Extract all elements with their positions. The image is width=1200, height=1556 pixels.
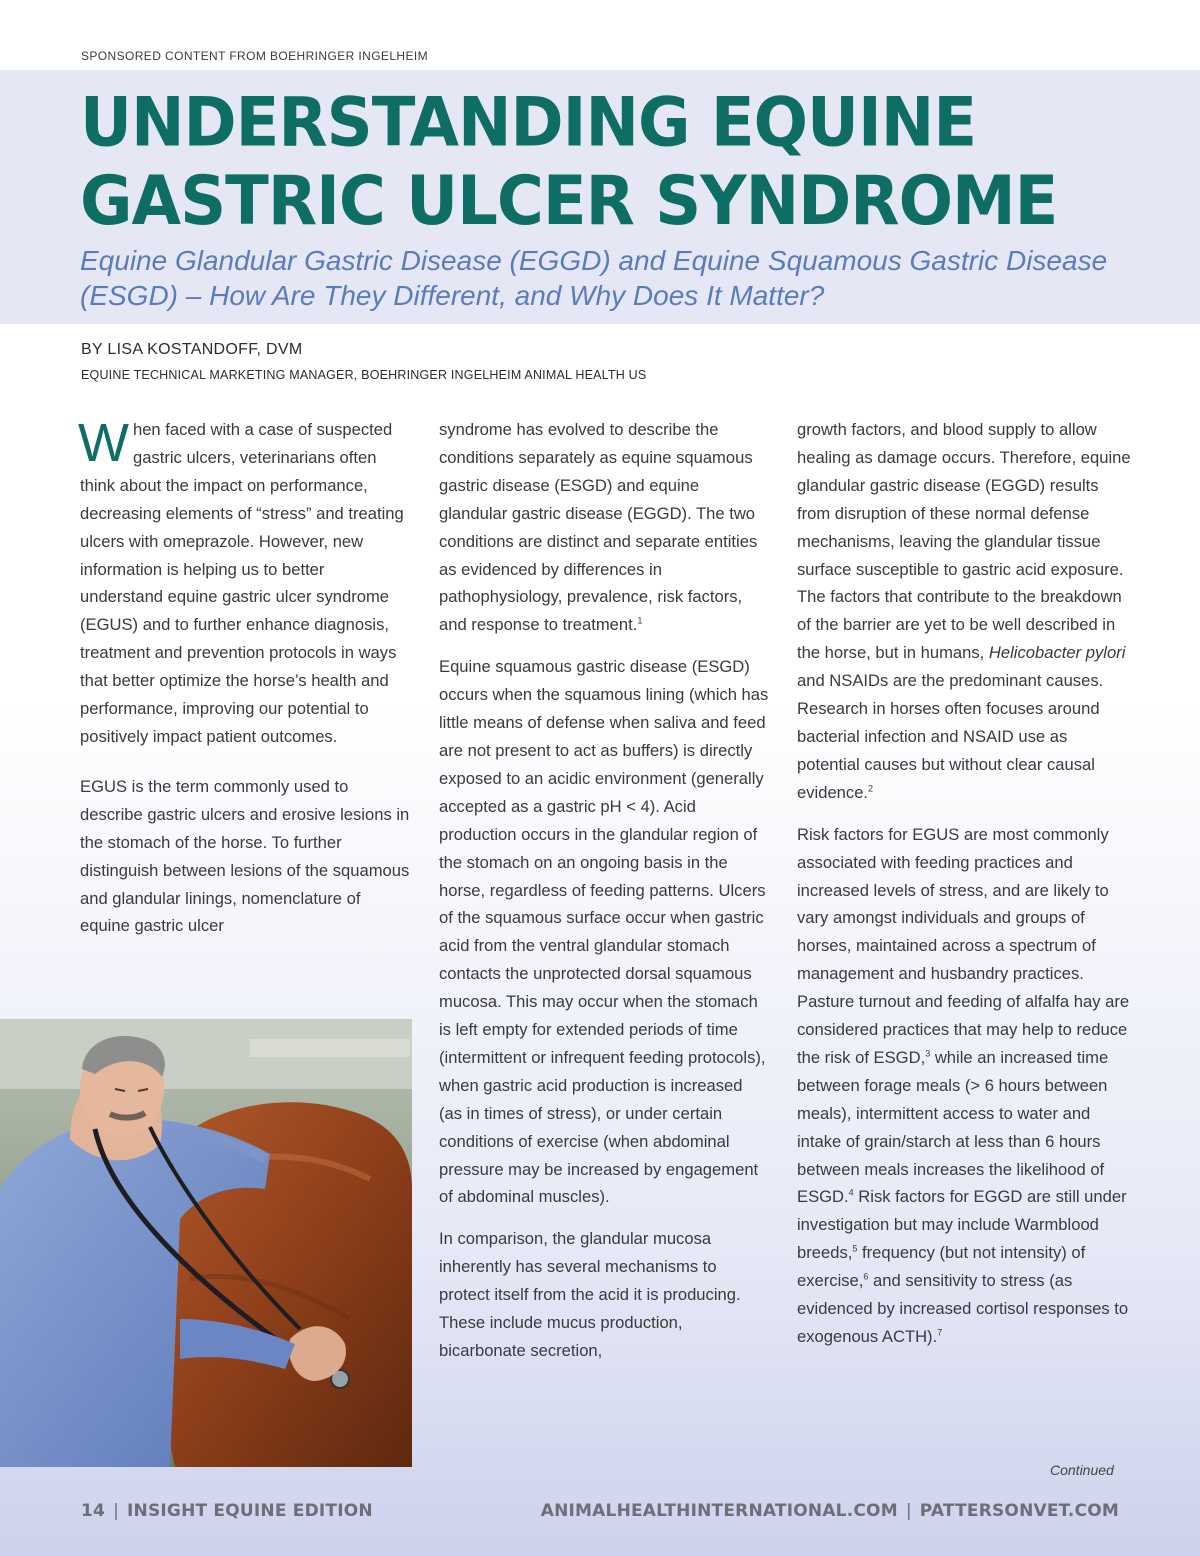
title-line-2: GASTRIC ULCER SYNDROME — [80, 162, 1058, 241]
reference-7: 7 — [937, 1327, 943, 1338]
eggd-text-a: growth factors, and blood supply to allow healing as damage occurs. Therefore, equine glandular gastric disease (EGGD) results from disruption of these normal defense mechanisms, leaving the glandular tissue surface susceptible to gastric acid exposure. The factors that contribute to the breakdown of the barrier are yet to be well described in the horse, but in humans, — [797, 420, 1131, 663]
eggd-text-b: and NSAIDs are the predominant causes. Research in horses often focuses around bacterial infection and NSAID use as potential causes but without clear causal evidence. — [797, 671, 1104, 802]
article-title — [80, 84, 1057, 241]
column-1 — [78, 413, 410, 940]
reference-3: 3 — [925, 1048, 931, 1059]
column-2 — [439, 416, 769, 1365]
intro-paragraph — [78, 413, 410, 751]
page-number: 14 — [81, 1501, 106, 1521]
site-link-pattersonvet[interactable]: PATTERSONVET.COM — [919, 1501, 1119, 1521]
reference-4: 4 — [848, 1187, 854, 1198]
author-affiliation: EQUINE TECHNICAL MARKETING MANAGER, BOEHRINGER INGELHEIM ANIMAL HEALTH US — [81, 368, 647, 382]
risk-text-d: frequency (but not intensity) of exercise, — [797, 1243, 1086, 1291]
footer-separator-2: | — [905, 1501, 912, 1521]
risk-factors-paragraph — [797, 821, 1132, 1351]
sponsored-label: SPONSORED CONTENT FROM BOEHRINGER INGELHEIM — [81, 49, 429, 63]
footer-right — [541, 1501, 1119, 1521]
site-link-animalhealth[interactable]: ANIMALHEALTHINTERNATIONAL.COM — [540, 1501, 898, 1521]
byline: BY LISA KOSTANDOFF, DVM — [81, 341, 303, 358]
veterinarian-horse-photo — [0, 1019, 412, 1467]
reference-2: 2 — [868, 783, 874, 794]
h-pylori-term: Helicobacter pylori — [988, 643, 1126, 663]
continued-label: Continued — [1050, 1462, 1114, 1478]
drop-cap: W — [78, 413, 129, 473]
risk-text-e: and sensitivity to stress (as evidenced by increased cortisol responses to exogenous ACTH). — [797, 1271, 1129, 1346]
eggd-paragraph — [797, 416, 1132, 807]
intro-text: hen faced with a case of suspected gastric ulcers, veterinarians often think about the impact on performance, decreasing elements of “stress” and treating ulcers with omeprazole. However, new information is helping us to better understand equine gastric ulcer syndrome (EGUS) and to further enhance diagnosis, treatment and prevention protocols in ways that better optimize the horse’s health and performance, improving our potential to positively impact patient outcomes. — [80, 420, 404, 746]
footer-left — [81, 1501, 373, 1521]
nomenclature-paragraph — [439, 416, 769, 639]
risk-text-c: Risk factors for EGGD are still under investigation but may include Warmblood breeds, — [797, 1187, 1127, 1263]
esgd-paragraph: Equine squamous gastric disease (ESGD) occurs when the squamous lining (which has little means of defense when saliva and feed are not present to act as buffers) is directly exposed to an acidic environment (generally accepted as a gastric pH < 4). Acid production occurs in the glandular region of the stomach on an ongoing basis in the horse, regardless of feeding patterns. Ulcers of the squamous surface occur when gastric acid from the ventral glandular stomach contacts the unprotected dorsal squamous mucosa. This may occur when the stomach is left empty for extended periods of time (intermittent or infrequent feeding protocols), when gastric acid production is increased (as in times of stress), or under certain conditions of exercise (when abdominal pressure may be increased by engagement of abdominal muscles). — [439, 657, 769, 1207]
reference-6: 6 — [863, 1271, 869, 1282]
title-line-1: UNDERSTANDING EQUINE — [80, 84, 977, 163]
reference-1: 1 — [637, 615, 643, 626]
publication-name: INSIGHT EQUINE EDITION — [127, 1501, 373, 1521]
reference-5: 5 — [852, 1243, 858, 1254]
egus-paragraph: EGUS is the term commonly used to describe gastric ulcers and erosive lesions in the stomach of the horse. To further distinguish between lesions of the squamous and glandular linings, nomenclature of equine gastric ulcer — [80, 776, 410, 936]
glandular-paragraph: In comparison, the glandular mucosa inherently has several mechanisms to protect itself from the acid it is producing. These include mucus production, bicarbonate secretion, — [439, 1229, 741, 1360]
veterinarian-with-horse-photo-icon — [0, 1019, 412, 1467]
risk-text-b: while an increased time between forage meals (> 6 hours between meals), intermittent access to water and intake of grain/starch at less than 6 hours between meals increases the likelihood of ESGD. — [797, 1047, 1109, 1207]
nomenclature-text: syndrome has evolved to describe the conditions separately as equine squamous gastric disease (ESGD) and equine glandular gastric disease (EGGD). The two conditions are distinct and separate entities as evidenced by differences in pathophysiology, prevalence, risk factors, and response to treatment. — [439, 420, 758, 635]
risk-text-a: Risk factors for EGUS are most commonly associated with feeding practices and increased levels of stress, and are likely to vary amongst individuals and groups of horses, maintained across a spectrum of management and husbandry practices. Pasture turnout and feeding of alfalfa hay are considered practices that may help to reduce the risk of ESGD, — [797, 824, 1130, 1067]
article-subtitle: Equine Glandular Gastric Disease (EGGD) and Equine Squamous Gastric Disease (ESGD) – How Are They Different, and Why Does It Matter? — [80, 245, 1108, 311]
footer-separator: | — [113, 1501, 119, 1521]
column-3 — [797, 416, 1132, 1351]
